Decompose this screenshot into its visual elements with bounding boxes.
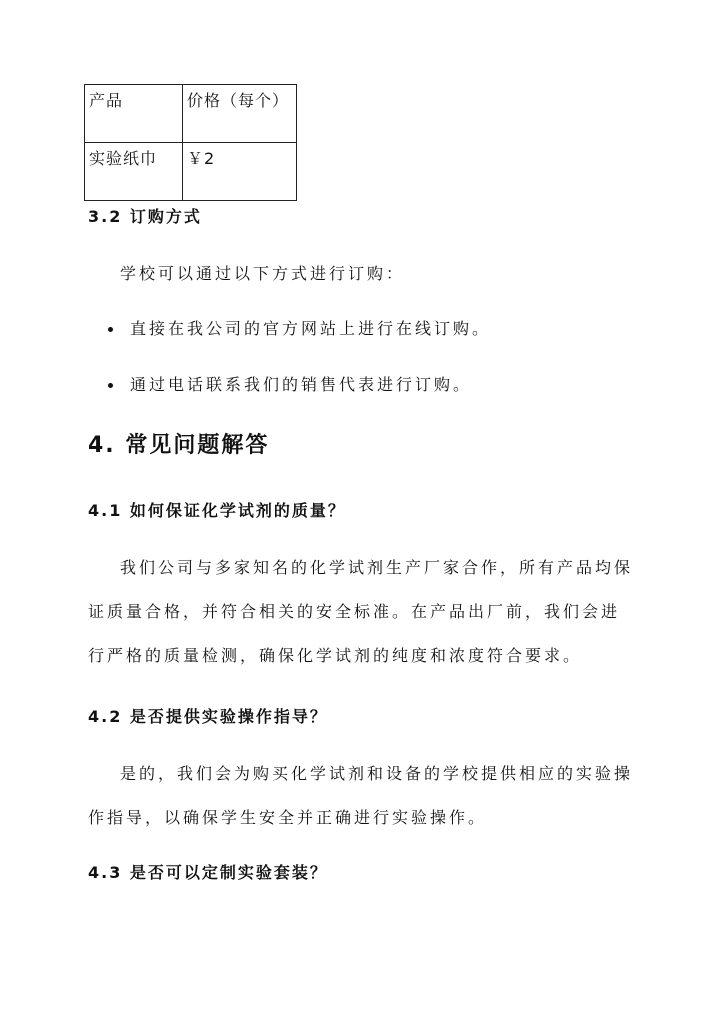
bullet-icon	[108, 383, 113, 388]
faq-answer-4-2: 是的，我们会为购买化学试剂和设备的学校提供相应的实验操作指导，以确保学生安全并正确进行实验操作。	[88, 764, 634, 827]
table-header-cell: 产品	[85, 85, 183, 143]
price-table	[84, 84, 297, 201]
faq-question-4-2: 4.2 是否提供实验操作指导？	[88, 707, 328, 726]
table-cell: 实验纸巾	[85, 143, 183, 201]
table-row	[85, 143, 297, 201]
list-item-text: 直接在我公司的官方网站上进行在线订购。	[130, 319, 492, 338]
bullet-icon	[108, 327, 113, 332]
order-intro-paragraph: 学校可以通过以下方式进行订购：	[120, 264, 406, 283]
table-header-row	[85, 85, 297, 143]
list-item-text: 通过电话联系我们的销售代表进行订购。	[130, 375, 473, 394]
list-item	[108, 374, 491, 430]
faq-question-4-3: 4.3 是否可以定制实验套装？	[88, 863, 328, 882]
table-header-cell: 价格（每个）	[183, 85, 297, 143]
faq-question-4-1: 4.1 如何保证化学试剂的质量？	[88, 501, 346, 520]
table-cell: ￥2	[183, 143, 297, 201]
list-item	[108, 318, 491, 374]
section-heading-3-2: 3.2 订购方式	[88, 207, 202, 226]
section-heading-4: 4. 常见问题解答	[88, 433, 270, 458]
order-methods-list	[108, 318, 491, 430]
faq-answer-4-1: 我们公司与多家知名的化学试剂生产厂家合作，所有产品均保证质量合格，并符合相关的安全标准。在产品出厂前，我们会进行严格的质量检测，确保化学试剂的纯度和浓度符合要求。	[88, 558, 634, 665]
